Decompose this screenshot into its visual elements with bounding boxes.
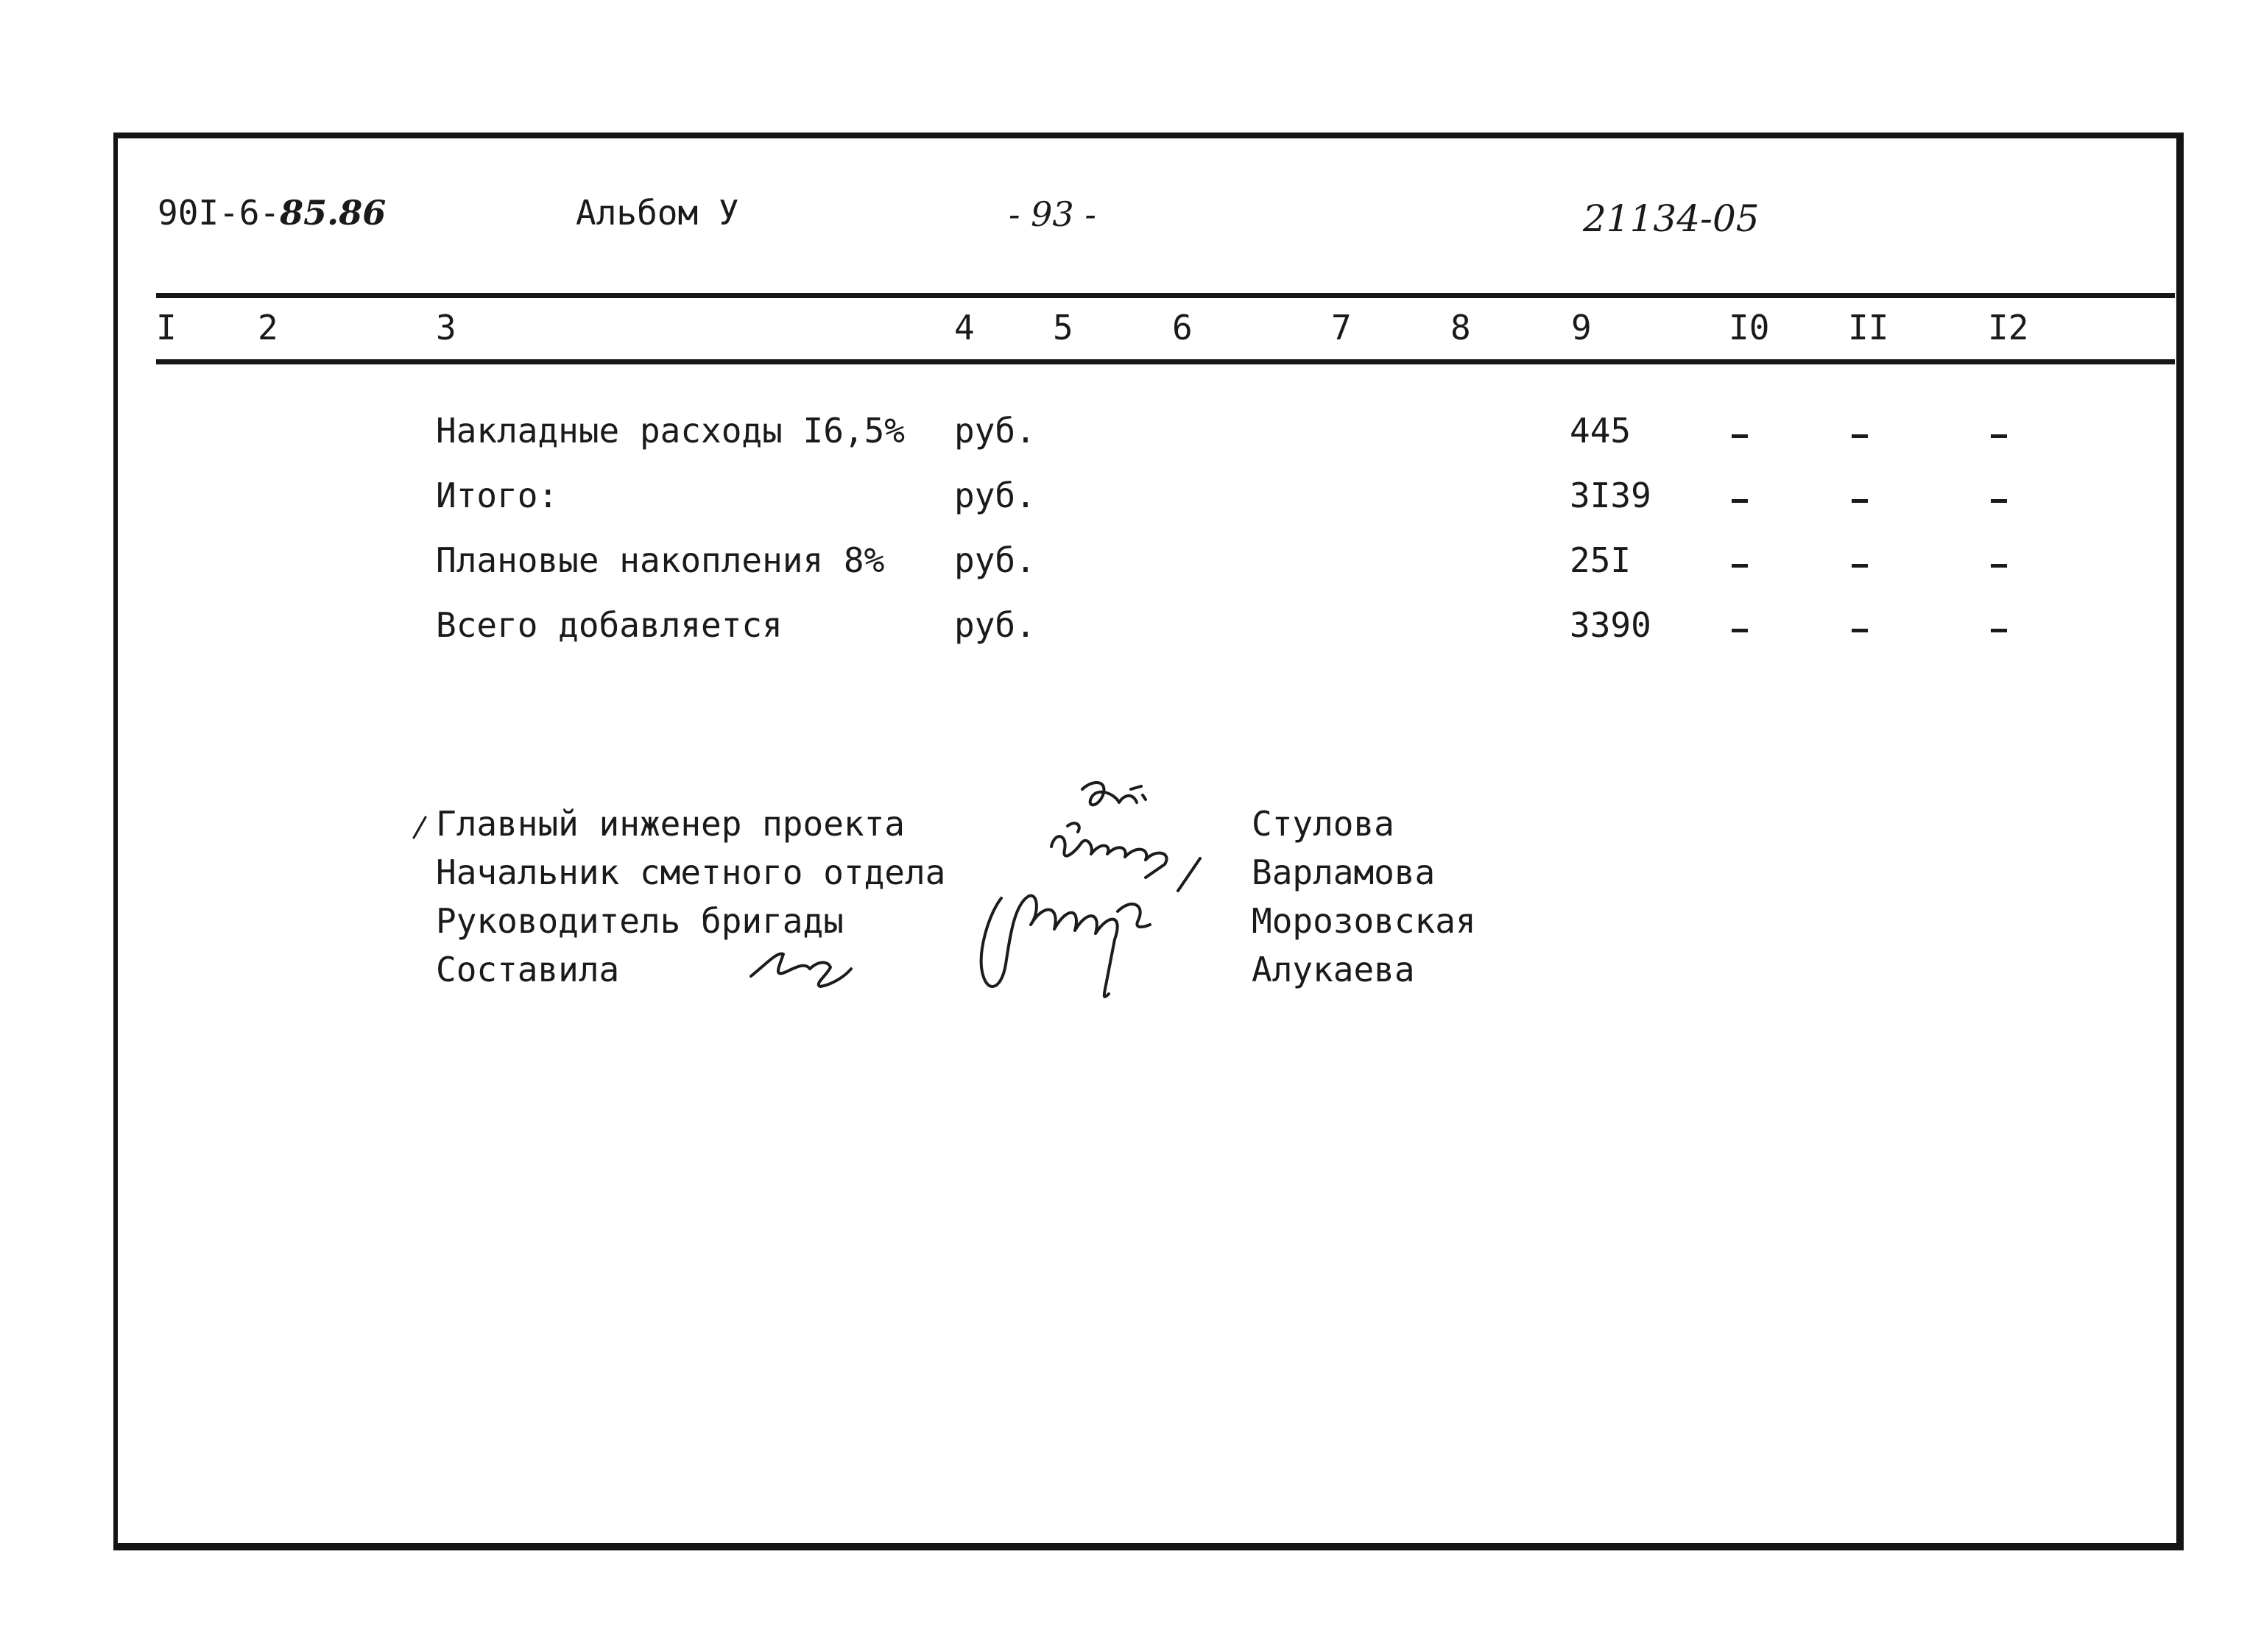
header-rule-top xyxy=(156,293,2175,298)
row-value: 445 xyxy=(1570,411,1632,451)
signature-stroke xyxy=(1068,823,1079,832)
row-name: Накладные расходы I6,5% xyxy=(436,411,905,451)
signature-stroke xyxy=(1082,783,1146,805)
table-row xyxy=(0,605,2261,657)
column-number: I xyxy=(156,308,177,347)
signature-name: Алукаева xyxy=(1252,950,1415,989)
doc-code xyxy=(158,193,386,233)
column-number: 6 xyxy=(1172,308,1193,347)
column-number: 7 xyxy=(1331,308,1352,347)
signature-stroke xyxy=(1051,836,1167,878)
row-value: 25I xyxy=(1570,540,1632,580)
doc-code-typed: 90I-6- xyxy=(158,193,281,233)
row-value: 3I39 xyxy=(1570,476,1651,515)
signature-title: Начальник сметного отдела xyxy=(436,853,946,892)
column-number: II xyxy=(1848,308,1889,347)
table-row xyxy=(0,540,2261,592)
handwritten-signatures xyxy=(957,773,1252,1023)
row-value: 3390 xyxy=(1570,605,1651,645)
header-rule-bottom xyxy=(156,359,2175,364)
signature-name: Варламова xyxy=(1252,853,1436,892)
row-unit: руб. xyxy=(954,476,1036,515)
signature-name: Стулова xyxy=(1252,804,1394,844)
column-number: 3 xyxy=(436,308,456,347)
signature-title: Руководитель бригады xyxy=(436,901,844,941)
signature-title: Главный инженер проекта xyxy=(436,804,905,844)
row-dash-col12 xyxy=(1991,499,2007,503)
row-dash-col12 xyxy=(1991,434,2007,438)
table-row xyxy=(0,476,2261,527)
row-name: Всего добавляется xyxy=(436,605,783,645)
row-unit: руб. xyxy=(954,411,1036,451)
signature-stroke xyxy=(1118,904,1150,927)
signature-title: Составила xyxy=(436,950,620,989)
signature-stroke xyxy=(981,896,1118,997)
row-dash-col12 xyxy=(1991,564,2007,568)
column-number: I2 xyxy=(1988,308,2029,347)
signature-name: Морозовская xyxy=(1252,901,1476,941)
album-title: Альбом У xyxy=(576,193,739,233)
row-dash-col11 xyxy=(1852,629,1868,632)
row-dash-col11 xyxy=(1852,564,1868,568)
row-dash-col10 xyxy=(1732,434,1748,438)
row-unit: руб. xyxy=(954,540,1036,580)
signature-stroke xyxy=(1178,858,1200,891)
page-number: - 93 - xyxy=(1009,194,1096,234)
column-number: 5 xyxy=(1053,308,1073,347)
row-dash-col10 xyxy=(1732,629,1748,632)
column-number: 9 xyxy=(1571,308,1592,347)
signature-stroke xyxy=(751,953,851,986)
row-dash-col11 xyxy=(1852,499,1868,503)
row-name: Плановые накопления 8% xyxy=(436,540,885,580)
project-number: 21134-05 xyxy=(1583,197,1760,240)
compiler-signature xyxy=(744,942,861,994)
row-name: Итого: xyxy=(436,476,559,515)
row-dash-col12 xyxy=(1991,629,2007,632)
row-unit: руб. xyxy=(954,605,1036,645)
row-dash-col10 xyxy=(1732,564,1748,568)
column-number: 2 xyxy=(258,308,278,347)
column-number: I0 xyxy=(1729,308,1770,347)
table-row xyxy=(0,411,2261,462)
row-dash-col11 xyxy=(1852,434,1868,438)
doc-code-handwritten: 85.86 xyxy=(280,193,387,233)
row-dash-col10 xyxy=(1732,499,1748,503)
tick-mark xyxy=(409,813,431,842)
column-number: 4 xyxy=(954,308,975,347)
column-number: 8 xyxy=(1450,308,1471,347)
